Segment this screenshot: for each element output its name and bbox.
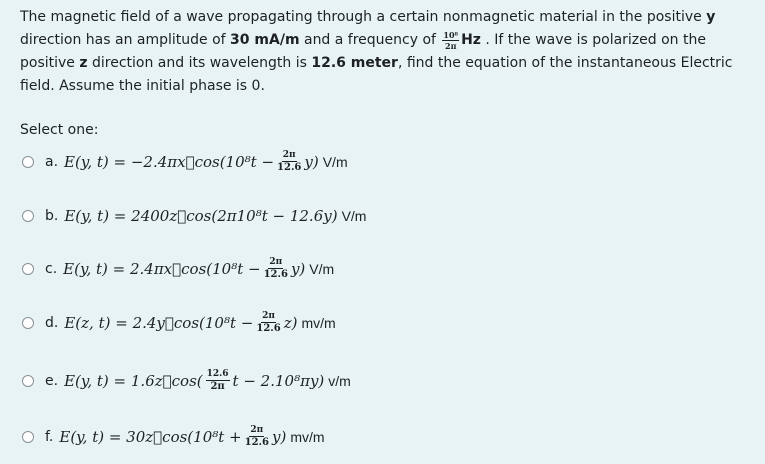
option-equation xyxy=(64,312,297,334)
option-letter: a. xyxy=(45,154,59,170)
question-part5: direction and its wavelength is xyxy=(91,55,307,71)
question-text xyxy=(20,6,755,98)
option-a[interactable] xyxy=(22,150,348,174)
question-part6: , find the equation of the instantaneous Electric field. Assume the initial phase is 0. xyxy=(20,55,733,94)
radio-a[interactable] xyxy=(22,156,34,168)
freq-numerator: 10⁸ xyxy=(443,29,459,40)
eq-pre: E(y, t) = −2.4πx⃗cos(10⁸t − xyxy=(64,153,275,171)
option-letter: e. xyxy=(45,373,59,389)
option-equation xyxy=(63,258,305,280)
direction-z: z xyxy=(79,55,88,71)
eq-pre: E(y, t) = 2.4πx⃗cos(10⁸t − xyxy=(63,260,261,278)
amplitude: 30 mA/m xyxy=(230,32,300,48)
question-part4: . If the wave is polarized on the positive xyxy=(20,32,706,71)
eq-fraction xyxy=(264,258,288,280)
frac-den: 12.6 xyxy=(256,323,281,334)
option-letter: c. xyxy=(45,261,58,277)
radio-e[interactable] xyxy=(22,375,34,387)
eq-post: y) xyxy=(290,260,306,278)
option-unit: V/m xyxy=(322,154,348,170)
eq-pre: E(z, t) = 2.4y⃗cos(10⁸t − xyxy=(64,314,254,332)
eq-fraction xyxy=(245,426,269,448)
eq-pre: E(y, t) = 1.6z⃗cos( xyxy=(64,372,203,390)
option-f[interactable] xyxy=(22,425,325,449)
option-equation xyxy=(64,207,337,225)
option-unit: v/m xyxy=(328,373,351,389)
frac-num: 2π xyxy=(262,311,275,321)
wavelength: 12.6 meter xyxy=(311,55,398,71)
radio-b[interactable] xyxy=(22,210,34,222)
frac-num: 2π xyxy=(250,425,264,435)
frequency-fraction xyxy=(442,31,459,50)
option-letter: b. xyxy=(45,208,59,224)
option-equation xyxy=(64,370,324,392)
option-letter: d. xyxy=(45,315,59,331)
option-unit: V/m xyxy=(341,208,367,224)
question-part2: direction has an amplitude of xyxy=(20,32,226,48)
radio-c[interactable] xyxy=(22,263,34,275)
eq-pre: E(y, t) = 30z⃗cos(10⁸t + xyxy=(59,428,242,446)
select-one-label: Select one: xyxy=(20,122,99,138)
eq-post: y) xyxy=(271,428,287,446)
option-equation xyxy=(64,151,319,173)
eq-fraction xyxy=(256,312,280,334)
option-letter: f. xyxy=(45,429,54,445)
frac-den: 12.6 xyxy=(277,162,302,173)
freq-unit: Hz xyxy=(461,32,481,48)
frac-num: 2π xyxy=(269,257,283,267)
radio-d[interactable] xyxy=(22,317,34,329)
frac-den: 2π xyxy=(210,381,225,392)
option-e[interactable] xyxy=(22,369,351,393)
option-unit: V/m xyxy=(309,261,335,277)
option-unit: mv/m xyxy=(301,315,336,331)
frac-num: 12.6 xyxy=(206,369,229,379)
option-b[interactable] xyxy=(22,204,366,228)
frac-den: 12.6 xyxy=(263,269,288,280)
option-unit: mv/m xyxy=(290,429,325,445)
option-equation xyxy=(59,426,286,448)
question-part1: The magnetic field of a wave propagating through a certain nonmagnetic material in the positive xyxy=(20,9,702,25)
frac-num: 2π xyxy=(282,150,296,160)
eq-fraction xyxy=(206,370,230,392)
question-part3: and a frequency of xyxy=(303,32,436,48)
option-c[interactable] xyxy=(22,257,334,281)
freq-denominator: 2π xyxy=(445,40,457,51)
radio-f[interactable] xyxy=(22,431,34,443)
option-d[interactable] xyxy=(22,311,336,335)
eq-post: z) xyxy=(283,314,298,332)
eq-post: t − 2.10⁸πy) xyxy=(232,372,325,390)
eq-fraction xyxy=(277,151,301,173)
frac-den: 12.6 xyxy=(244,437,269,448)
eq-post: y) xyxy=(304,153,319,171)
direction-y: y xyxy=(706,9,716,25)
eq-pre: E(y, t) = 2400z⃗cos(2π10⁸t − 12.6y) xyxy=(64,207,338,225)
